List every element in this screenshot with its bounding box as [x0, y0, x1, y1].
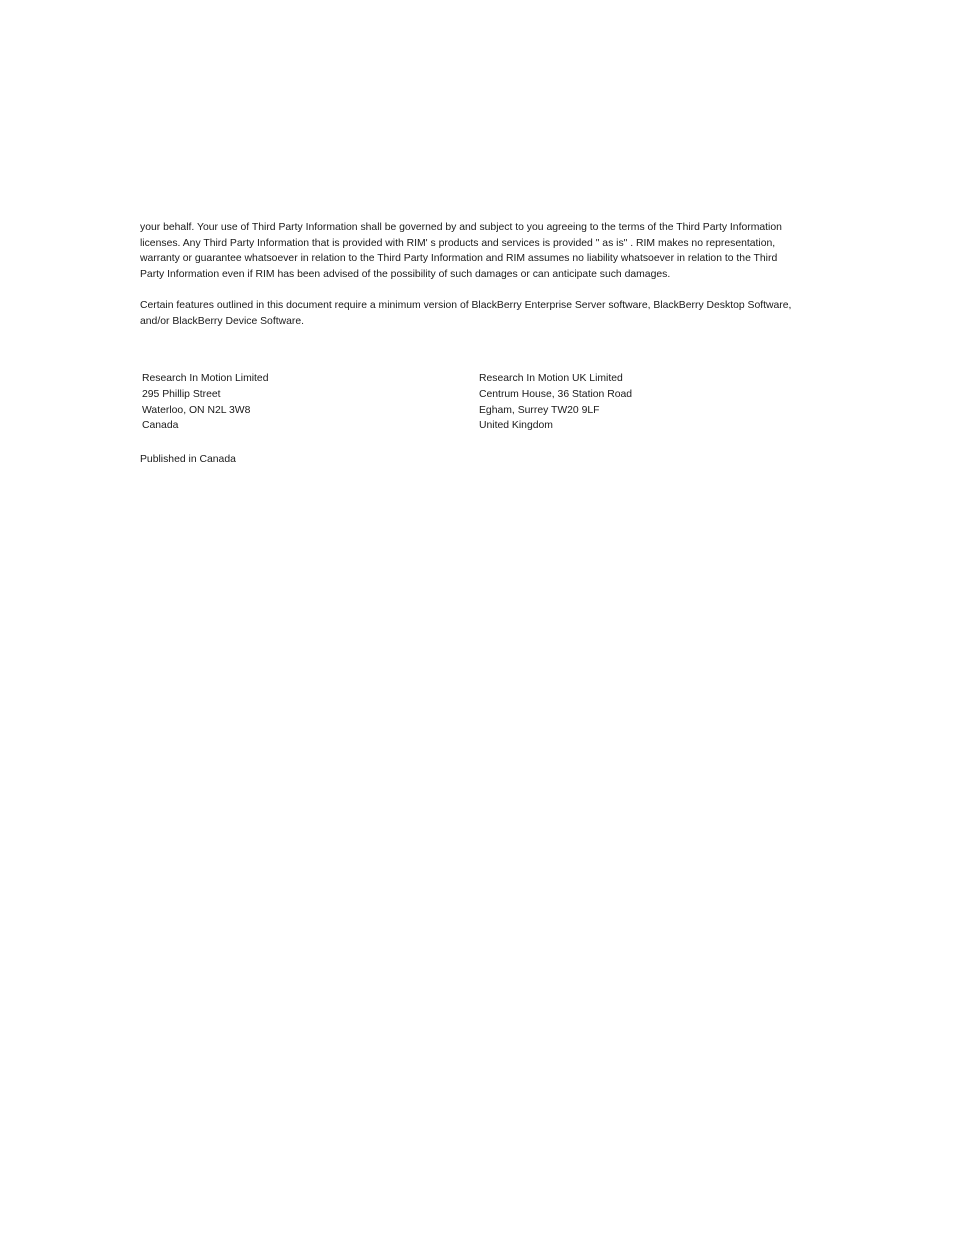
- address-line: 295 Phillip Street: [142, 388, 221, 400]
- address-line: United Kingdom: [479, 420, 553, 432]
- address-line: Research In Motion UK Limited: [479, 373, 623, 384]
- address-line: Waterloo, ON N2L 3W8: [142, 404, 251, 416]
- published-note: Published in Canada: [140, 454, 236, 465]
- address-line: Canada: [142, 420, 179, 432]
- address-canada: [142, 371, 268, 434]
- address-line: Centrum House, 36 Station Road: [479, 388, 633, 400]
- address-uk: [479, 371, 632, 434]
- address-line: Egham, Surrey TW20 9LF: [479, 404, 600, 416]
- paragraph-line: Party Information even if RIM has been advised of the possibility of such damages or can anticipate such damages.: [140, 268, 671, 280]
- paragraph-line: and/or BlackBerry Device Software.: [140, 315, 305, 327]
- third-party-paragraph: [140, 220, 820, 282]
- paragraph-line: Certain features outlined in this document require a minimum version of BlackBerry Enterprise Server software, BlackBerry Desktop Software,: [140, 300, 792, 311]
- paragraph-line: your behalf. Your use of Third Party Information shall be governed by and subject to you agreeing to the terms of the Third Party Information: [140, 222, 782, 233]
- features-paragraph: [140, 298, 820, 329]
- paragraph-line: warranty or guarantee whatsoever in relation to the Third Party Information and RIM assumes no liability whatsoever in relation to the Third: [140, 253, 778, 265]
- paragraph-line: licenses. Any Third Party Information that is provided with RIM' s products and services is provided " as is" . RIM makes no representation,: [140, 237, 776, 249]
- address-line: Research In Motion Limited: [142, 373, 269, 384]
